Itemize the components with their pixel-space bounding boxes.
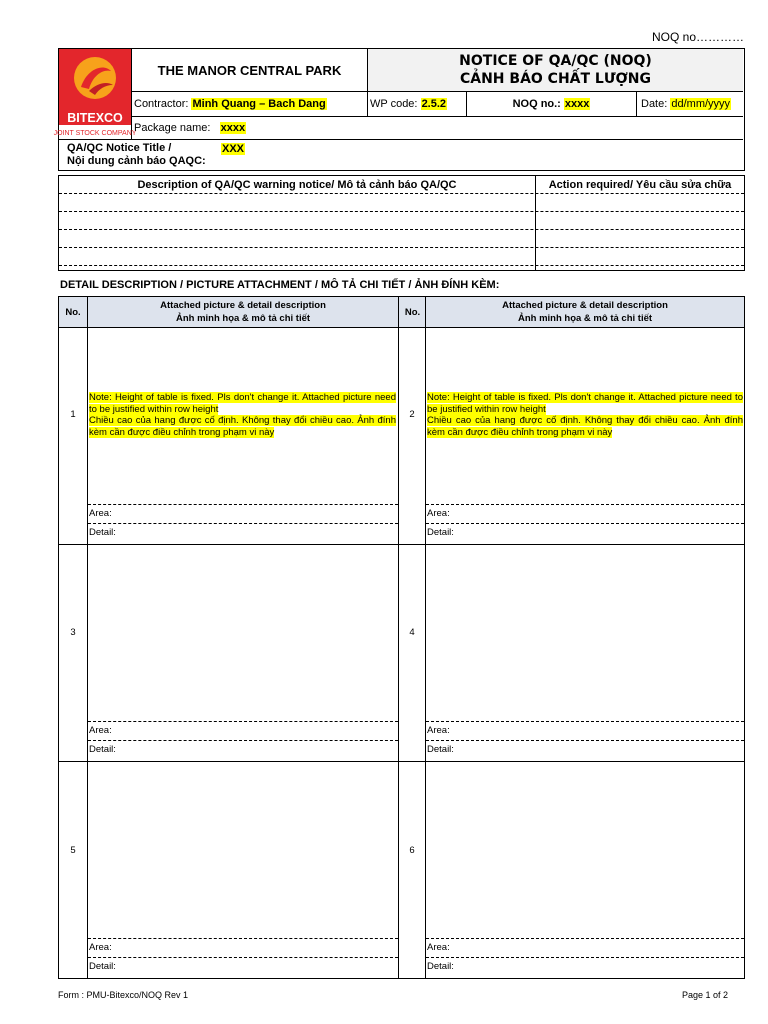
dashed-line [426, 523, 744, 524]
dashed-line [426, 957, 744, 958]
description-row [59, 194, 744, 212]
cell-number-2: 2 [409, 409, 415, 420]
cell-number-5: 5 [70, 845, 76, 856]
title-en: NOTICE OF QA/QC (NOQ) [459, 53, 652, 69]
dashed-line [426, 504, 744, 505]
noq-number-value: xxxx [564, 98, 590, 110]
height-note-1 [89, 392, 396, 438]
picture-header-en: Attached picture & detail description [160, 300, 326, 311]
date-label: Date: [641, 98, 668, 110]
area-label-4: Area: [427, 725, 450, 736]
picture-grid [58, 296, 745, 979]
dashed-line [426, 938, 744, 939]
noq-reference: NOQ no………… [651, 30, 744, 44]
picture-header-left [88, 297, 398, 327]
area-label-5: Area: [89, 942, 112, 953]
title-vi: CẢNH BÁO CHẤT LƯỢNG [459, 71, 651, 87]
no-header-left: No. [59, 297, 87, 327]
contractor-field [132, 92, 368, 117]
description-row [59, 230, 744, 248]
detail-label-1: Detail: [89, 527, 116, 538]
detail-label-5: Detail: [89, 961, 116, 972]
description-header: Description of QA/QC warning notice/ Mô tả cảnh báo QA/QC [137, 179, 457, 191]
detail-label-3: Detail: [89, 744, 116, 755]
detail-label-2: Detail: [427, 527, 454, 538]
description-row [59, 212, 744, 230]
dashed-line [426, 721, 744, 722]
package-field [132, 117, 743, 140]
wp-code-label: WP code: [370, 98, 418, 110]
grid-col-line [87, 297, 88, 978]
date-value: dd/mm/yyyy [671, 98, 731, 110]
note-en: Note: Height of table is fixed. Pls don't change it. Attached picture need to be justified within row height [89, 392, 396, 415]
contractor-value: Minh Quang – Bach Dang [192, 98, 326, 110]
notice-title-block [368, 49, 743, 92]
no-header-right: No. [399, 297, 426, 327]
detail-section-title: DETAIL DESCRIPTION / PICTURE ATTACHMENT / MÔ TẢ CHI TIẾT / ẢNH ĐÍNH KÈM: [60, 279, 500, 291]
area-label-1: Area: [89, 508, 112, 519]
picture-header-right [426, 297, 744, 327]
grid-row-line [59, 327, 744, 328]
height-note-2 [427, 392, 743, 438]
notice-title-label-en: QA/QC Notice Title / [67, 142, 172, 154]
dashed-line [88, 721, 398, 722]
notice-title-value: XXX [222, 143, 245, 155]
description-row [59, 248, 744, 266]
dashed-line [426, 740, 744, 741]
cell-number-3: 3 [70, 627, 76, 638]
form-code: Form : PMU-Bitexco/NOQ Rev 1 [58, 990, 189, 1000]
grid-row-line [59, 761, 744, 762]
noq-number-label: NOQ no.: [512, 98, 561, 110]
cell-number-6: 6 [409, 845, 415, 856]
picture-header-en: Attached picture & detail description [502, 300, 668, 311]
date-field [637, 92, 743, 117]
note-vi: Chiều cao của hang được cố định. Không thay đổi chiều cao. Ảnh đính kèm cần được điều chỉnh trong phạm vi này [427, 415, 743, 438]
dashed-line [88, 523, 398, 524]
project-name: THE MANOR CENTRAL PARK [132, 49, 368, 92]
area-label-2: Area: [427, 508, 450, 519]
dashed-line [88, 938, 398, 939]
package-value: xxxx [220, 122, 246, 134]
wp-code-field [368, 92, 467, 117]
header-block [53, 48, 745, 171]
noq-number-field [467, 92, 637, 117]
notice-title-value-wrap [221, 142, 245, 156]
cell-number-4: 4 [409, 627, 415, 638]
logo-subtitle-text: JOINT STOCK COMPANY [53, 130, 137, 137]
grid-row-line [59, 544, 744, 545]
wp-code-value: 2.5.2 [421, 98, 447, 110]
bitexco-logo [53, 49, 137, 140]
detail-label-4: Detail: [427, 744, 454, 755]
logo-company-text: BITEXCO [67, 111, 123, 125]
detail-label-6: Detail: [427, 961, 454, 972]
package-label: Package name: [134, 122, 211, 134]
picture-header-vi: Ảnh minh họa & mô tả chi tiết [517, 313, 653, 324]
description-table [58, 175, 745, 271]
cell-number-1: 1 [70, 409, 76, 420]
notice-title-label [59, 140, 219, 170]
note-vi: Chiều cao của hang được cố định. Không thay đổi chiều cao. Ảnh đính kèm cần được điều chỉnh trong phạm vi này [89, 415, 396, 438]
picture-header-vi: Ảnh minh họa & mô tả chi tiết [175, 313, 311, 324]
area-label-3: Area: [89, 725, 112, 736]
page-number: Page 1 of 2 [681, 990, 728, 1000]
dashed-line [88, 957, 398, 958]
dashed-line [88, 504, 398, 505]
description-row [59, 176, 744, 194]
contractor-label: Contractor: [134, 98, 189, 110]
area-label-6: Area: [427, 942, 450, 953]
action-header: Action required/ Yêu cầu sửa chữa [548, 179, 732, 191]
note-en: Note: Height of table is fixed. Pls don't change it. Attached picture need to be justified within row height [427, 392, 743, 415]
notice-title-label-vi: Nội dung cảnh báo QAQC: [67, 155, 206, 167]
dashed-line [88, 740, 398, 741]
